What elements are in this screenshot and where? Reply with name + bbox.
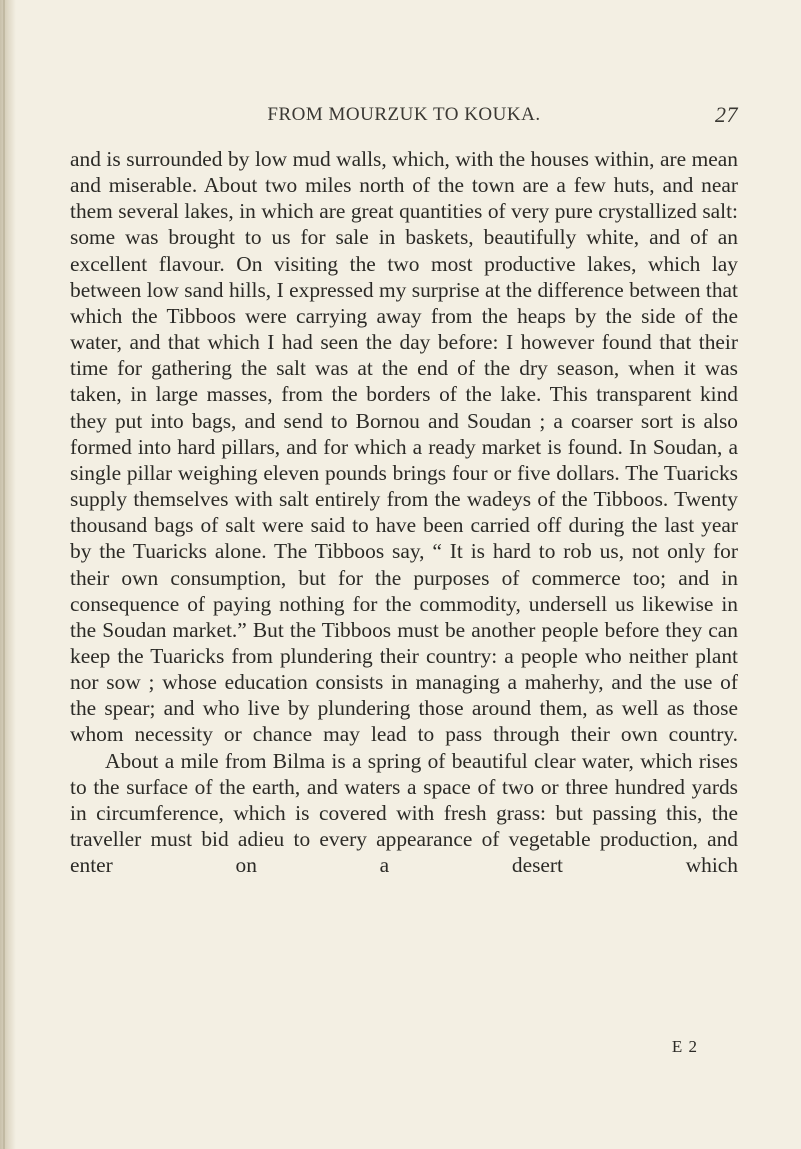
body-text — [70, 146, 738, 878]
page-number: 27 — [715, 102, 738, 127]
signature-text: E 2 — [671, 1037, 698, 1056]
running-head — [70, 104, 738, 134]
book-page — [70, 104, 738, 878]
signature-mark — [70, 1037, 738, 1057]
running-title: FROM MOURZUK TO KOUKA. — [267, 104, 541, 125]
page-gutter-shadow — [0, 0, 16, 1149]
paragraph-salt-lakes: and is surrounded by low mud walls, which, with the houses within, are mean and miserable. About two miles north of the town are a few huts, and near them several lakes, in which are great quantities of very pure crystallized salt: some was brought to us for sale in baskets, beautifully white, and of an excellent flavour. On visiting the two most productive lakes, which lay between low sand hills, I expressed my surprise at the difference between that which the Tibboos were carrying away from the heaps by the side of the water, and that which I had seen the day before: I however found that their time for gathering the salt was at the end of the dry season, when it was taken, in large masses, from the borders of the lake. This transparent kind they put into bags, and send to Bornou and Soudan ; a coarser sort is also formed into hard pillars, and for which a ready market is found. In Soudan, a single pillar weighing eleven pounds brings four or five dollars. The Tuaricks supply themselves with salt entirely from the wadeys of the Tibboos. Twenty thousand bags of salt were said to have been carried off during the last year by the Tuaricks alone. The Tibboos say, “ It is hard to rob us, not only for their own consumption, but for the purposes of commerce too; and in consequence of paying nothing for the commodity, undersell us likewise in the Soudan market.” But the Tibboos must be another people before they can keep the Tuaricks from plundering their country: a people who neither plant nor sow ; whose education consists in managing a maherhy, and the use of the spear; and who live by plundering those around them, as well as those whom necessity or chance may lead to pass through their own country. — [70, 147, 738, 747]
binding-edge — [3, 0, 5, 1149]
paragraph-bilma-spring: About a mile from Bilma is a spring of beautiful clear water, which rises to the surface of the earth, and waters a space of two or three hundred yards in circumference, which is covered with fresh grass: but passing this, the traveller must bid adieu to every appearance of vegetable production, and enter on a desert which — [70, 748, 738, 878]
